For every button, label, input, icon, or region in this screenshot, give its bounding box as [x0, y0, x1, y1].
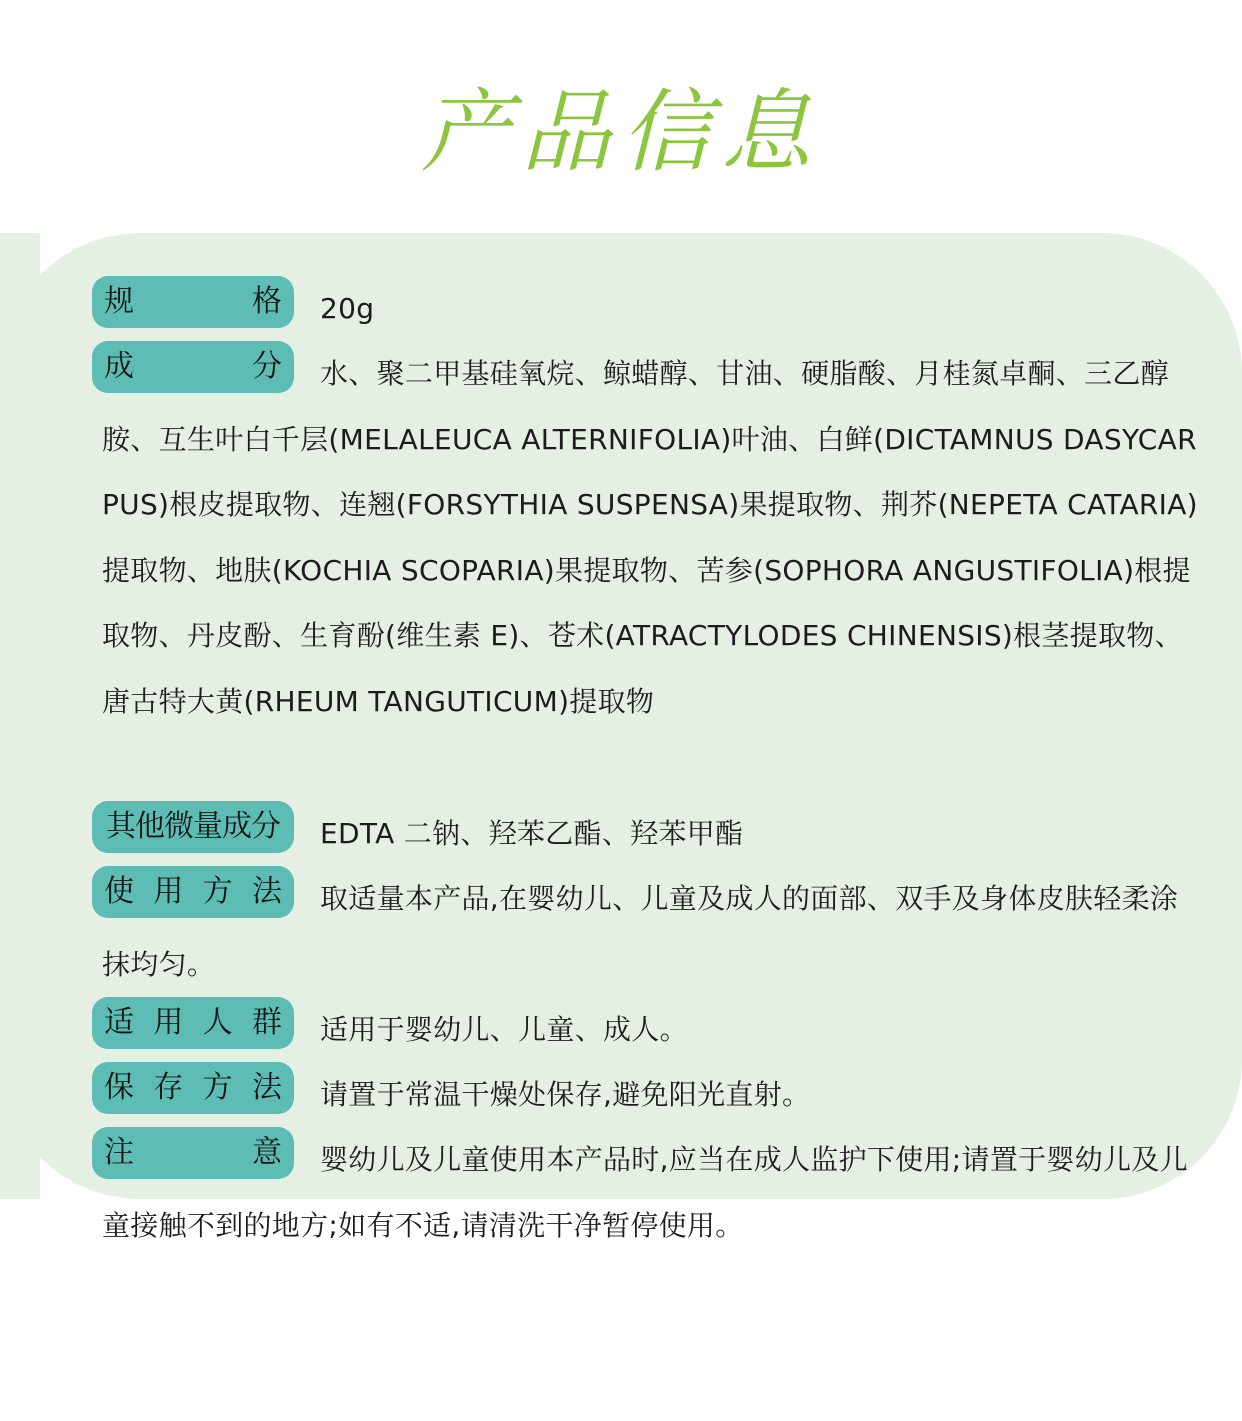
value-ingredients: 水、聚二甲基硅氧烷、鲸蜡醇、甘油、硬脂酸、月桂氮卓酮、三乙醇胺、互生叶白千层(MELALEUCA ALTERNIFOLIA)叶油、白鲜(DICTAMNUS DASYCARPUS)根皮提取物、连翘(FORSYTHIA SUSPENSA)果提取物、荆芥(NEPETA CATARIA)提取物、地肤(KOCHIA SCOPARIA)果提取物、苦参(SOPHORA ANGUSTIFOLIA)根提取物、丹皮酚、生育酚(维生素 E)、苍术(ATRACTYLODES CHINENSIS)根茎提取物、唐古特大黄(RHEUM TANGUTICUM)提取物	[102, 357, 1198, 718]
label-char: 存	[153, 1070, 184, 1105]
label-other-ingredients: 其他微量成分	[92, 801, 294, 853]
row-usage	[92, 866, 1202, 997]
label-char: 用	[153, 874, 184, 909]
label-char: 使	[104, 874, 134, 909]
label-storage	[92, 1062, 294, 1114]
label-char: 法	[251, 874, 282, 909]
row-notice	[92, 1127, 1202, 1258]
label-char: 保	[104, 1070, 134, 1105]
value-spec: 20g	[320, 292, 375, 325]
label-target-group	[92, 997, 294, 1049]
value-notice: 婴幼儿及儿童使用本产品时,应当在成人监护下使用;请置于婴幼儿及儿童接触不到的地方;如有不适,请清洗干净暂停使用。	[102, 1143, 1188, 1242]
value-storage: 请置于常温干燥处保存,避免阳光直射。	[320, 1078, 811, 1111]
page-title: 产品信息	[421, 80, 821, 185]
row-target-group	[92, 997, 1202, 1062]
label-usage	[92, 866, 294, 918]
label-char: 人	[202, 1005, 233, 1040]
label-char: 方	[202, 1070, 233, 1105]
row-storage	[92, 1062, 1202, 1127]
label-ingredients	[92, 341, 294, 393]
row-spec	[92, 276, 1202, 341]
label-char: 用	[153, 1005, 184, 1040]
label-char: 群	[251, 1005, 282, 1040]
label-char: 成	[104, 349, 134, 384]
value-target-group: 适用于婴幼儿、儿童、成人。	[320, 1013, 688, 1046]
label-char: 注	[104, 1135, 134, 1170]
label-char: 格	[252, 284, 282, 319]
row-other-ingredients	[92, 801, 1202, 866]
label-char: 法	[251, 1070, 282, 1105]
value-usage: 取适量本产品,在婴幼儿、儿童及成人的面部、双手及身体皮肤轻柔涂抹均匀。	[102, 882, 1179, 981]
label-char: 分	[252, 349, 282, 384]
label-char: 规	[104, 284, 134, 319]
label-spec	[92, 276, 294, 328]
value-other-ingredients: EDTA 二钠、羟苯乙酯、羟苯甲酯	[320, 817, 744, 850]
row-ingredients	[92, 341, 1202, 801]
label-char: 方	[202, 874, 233, 909]
label-char: 适	[104, 1005, 134, 1040]
info-rows	[92, 276, 1202, 1258]
label-char: 意	[252, 1135, 282, 1170]
label-notice	[92, 1127, 294, 1179]
info-panel-edge	[0, 233, 40, 1199]
